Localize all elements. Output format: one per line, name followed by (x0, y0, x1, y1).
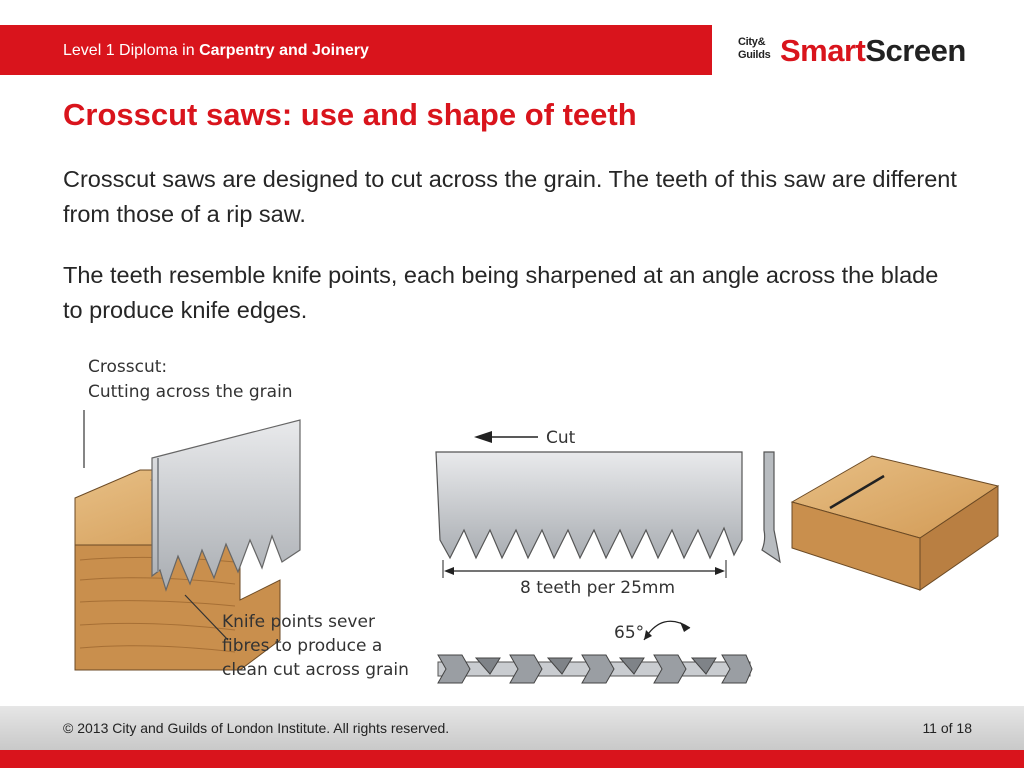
wood-block-right (792, 456, 998, 590)
logo-cg-line1: City& (738, 36, 766, 48)
city-guilds-logo (738, 36, 774, 62)
copyright-text: © 2013 City and Guilds of London Institute. All rights reserved. (63, 720, 450, 736)
logo-cg-line2: Guilds (738, 49, 771, 61)
course-title (63, 25, 369, 75)
saw-side-view (436, 452, 742, 558)
caption-line3: clean cut across grain (222, 660, 409, 680)
paragraph-2: The teeth resemble knife points, each being sharpened at an angle across the blade to produce knife edges. (63, 262, 939, 323)
cut-direction-arrow (474, 431, 538, 443)
slide-title: Crosscut saws: use and shape of teeth (63, 97, 637, 132)
teeth-dimension-line (443, 560, 726, 578)
logo-smart: Smart (780, 33, 866, 68)
course-name: Carpentry and Joinery (199, 42, 369, 59)
footer-bar (0, 706, 1024, 750)
teeth-per-25mm-label: 8 teeth per 25mm (520, 578, 676, 598)
caption-line1: Knife points sever (222, 612, 375, 632)
smartscreen-logo (738, 33, 970, 70)
footer-red-band (0, 750, 1024, 768)
course-prefix: Level 1 Diploma in (63, 42, 200, 59)
paragraph-1: Crosscut saws are designed to cut across the grain. The teeth of this saw are different from those of a rip saw. (63, 166, 957, 227)
angle-label: 65° (614, 623, 645, 643)
cut-label: Cut (546, 428, 576, 448)
page-number: 11 of 18 (922, 720, 972, 736)
diagram-heading-line2: Cutting across the grain (88, 382, 293, 402)
diagram-illustration (0, 340, 1024, 700)
crosscut-diagram (0, 340, 1024, 700)
saw-cross-section (762, 452, 780, 562)
caption-line2: fibres to produce a (222, 636, 383, 656)
teeth-plan-view (438, 655, 752, 683)
angle-indicator (644, 621, 690, 640)
logo-screen: Screen (865, 33, 966, 68)
logo-wordmark (780, 33, 966, 69)
diagram-heading-line1: Crosscut: (88, 357, 168, 377)
